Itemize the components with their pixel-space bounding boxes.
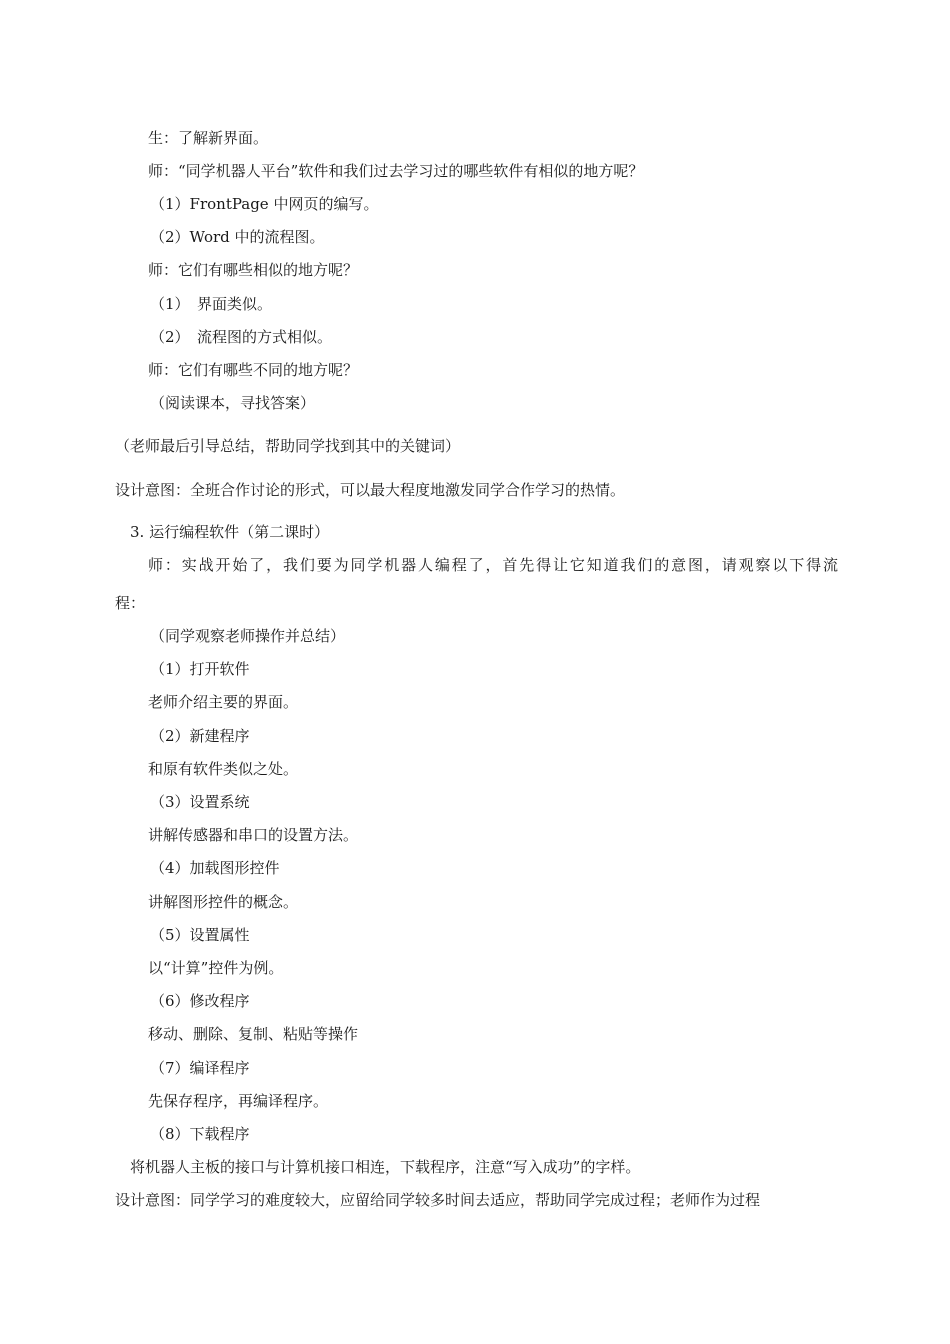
text-line: （1）FrontPage 中网页的编写。 — [150, 195, 379, 213]
text-line: （2） 流程图的方式相似。 — [150, 328, 333, 346]
text-line: （同学观察老师操作并总结） — [150, 627, 346, 645]
text-line: （老师最后引导总结，帮助同学找到其中的关键词） — [115, 437, 461, 455]
text-line: （阅读课本，寻找答案） — [150, 394, 316, 412]
text-line: （1） 界面类似。 — [150, 295, 273, 313]
step-desc: 老师介绍主要的界面。 — [148, 693, 299, 711]
step-label: （7）编译程序 — [150, 1059, 250, 1077]
step-label: （6）修改程序 — [150, 992, 250, 1010]
step-label: （5）设置属性 — [150, 926, 250, 944]
text-line: 生：了解新界面。 — [148, 129, 269, 147]
step-label: （1）打开软件 — [150, 660, 250, 678]
text-line: 师：它们有哪些不同的地方呢？ — [148, 361, 359, 379]
step-desc: 讲解图形控件的概念。 — [148, 893, 299, 911]
step-label: （8）下载程序 — [150, 1125, 250, 1143]
text-line: 师：实战开始了，我们要为同学机器人编程了，首先得让它知道我们的意图，请观察以下得流 — [148, 556, 838, 574]
step-desc: 先保存程序，再编译程序。 — [148, 1092, 329, 1110]
design-intent: 设计意图：全班合作讨论的形式，可以最大程度地激发同学合作学习的热情。 — [115, 481, 626, 499]
step-label: （2）新建程序 — [150, 727, 250, 745]
text-line: （2）Word 中的流程图。 — [150, 228, 325, 246]
text-line: 程： — [115, 594, 146, 612]
step-desc: 讲解传感器和串口的设置方法。 — [148, 826, 359, 844]
text-line: 师：它们有哪些相似的地方呢？ — [148, 261, 359, 279]
text-line: 师：“同学机器人平台”软件和我们过去学习过的哪些软件有相似的地方呢？ — [148, 162, 644, 180]
section-heading: 3. 运行编程软件（第二课时） — [130, 523, 330, 541]
step-desc: 移动、删除、复制、粘贴等操作 — [148, 1025, 359, 1043]
step-label: （3）设置系统 — [150, 793, 250, 811]
step-label: （4）加载图形控件 — [150, 859, 280, 877]
design-intent: 设计意图：同学学习的难度较大，应留给同学较多时间去适应，帮助同学完成过程；老师作为过程 — [115, 1191, 761, 1209]
step-desc: 将机器人主板的接口与计算机接口相连，下载程序，注意“写入成功”的字样。 — [130, 1158, 641, 1176]
step-desc: 和原有软件类似之处。 — [148, 760, 299, 778]
step-desc: 以“计算”控件为例。 — [148, 959, 284, 977]
